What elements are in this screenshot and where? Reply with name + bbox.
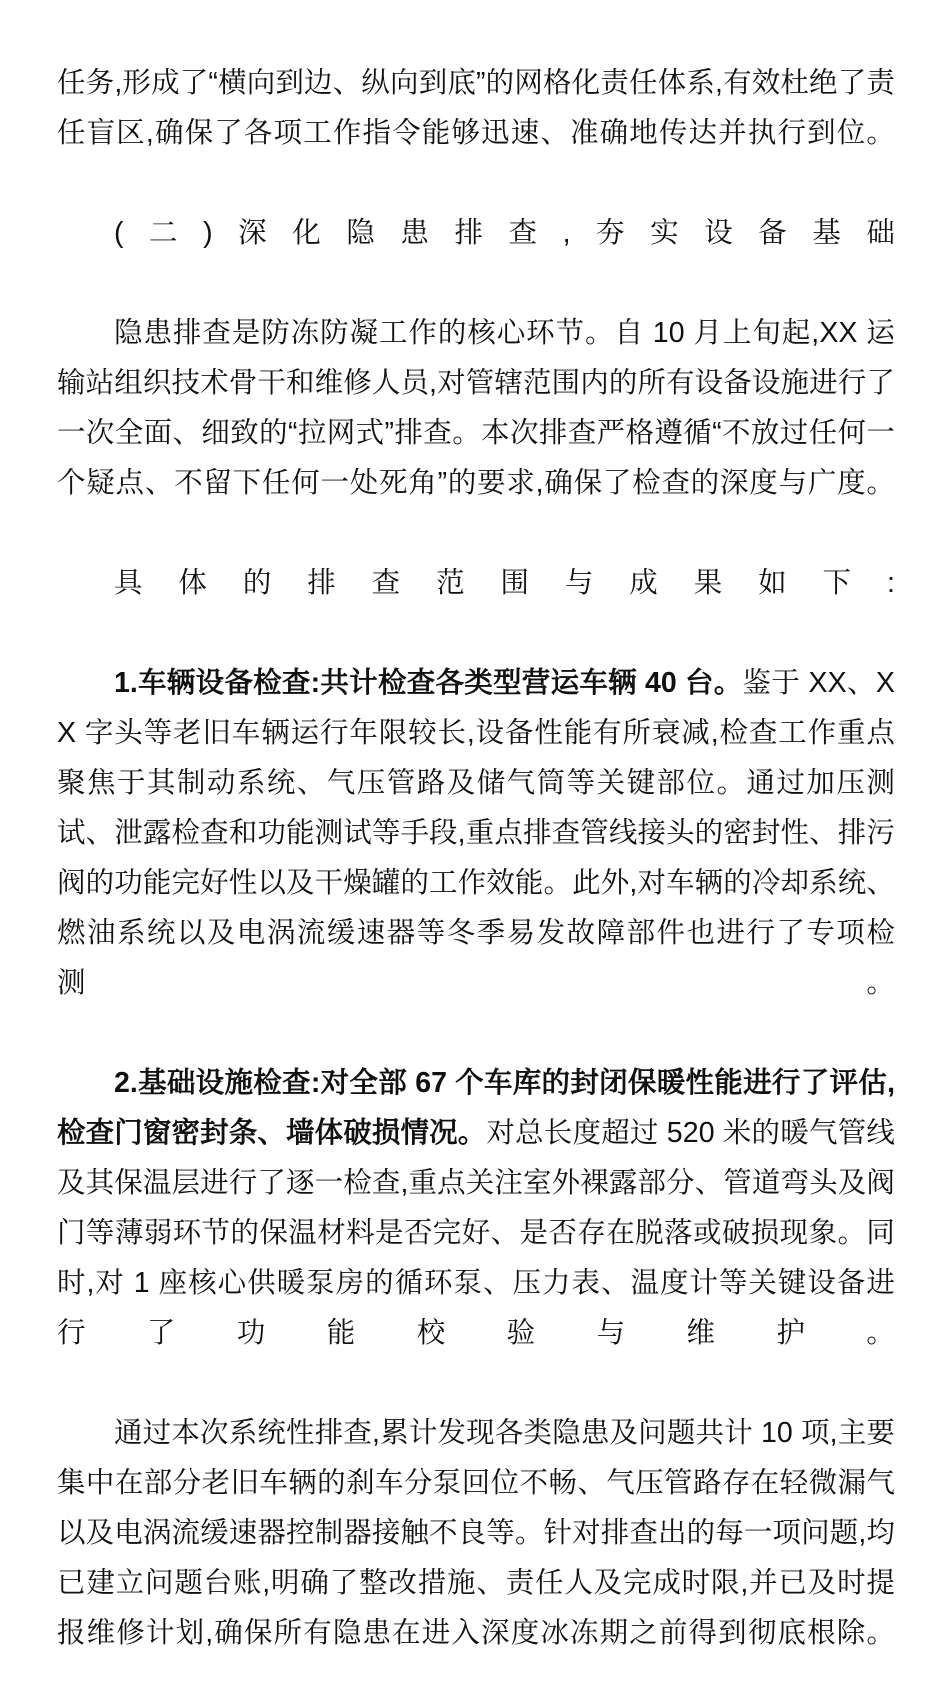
text-run: 通过本次系统性排查,累计发现各类隐患及问题共计 10 项,主要集中在部分老旧车辆的刹车分泵回位不畅、气压管路存在轻微漏气以及电涡流缓速器控制器接触不良等。针对排查出的每一项问题,均已建立问题台账,明确了整改措施、责任人及完成时限,并已及时提报维修计划,确保所有隐患在进入深度冰冻期之前得到彻底根除。: [57, 1417, 895, 1649]
text-run-bold: 2.基础设施检查:对全部 67 个车库的封闭保暖性能进行了评估,检查门窗密封条、墙体破损情况。: [57, 1067, 895, 1149]
paragraph-findings-summary: [57, 1408, 895, 1708]
text-run: 具体的排查范围与成果如下:: [114, 567, 895, 599]
paragraph-continuation-responsibility-system: [57, 58, 895, 208]
text-run: (二)深化隐患排查,夯实设备基础: [114, 217, 895, 249]
text-run-bold: 1.车辆设备检查:共计检查各类型营运车辆 40 台。: [114, 667, 743, 699]
paragraph-item-2-infrastructure-inspection: [57, 1058, 895, 1408]
text-run: 隐患排查是防冻防凝工作的核心环节。自 10 月上旬起,XX 运输站组织技术骨干和维修人员,对管辖范围内的所有设备设施进行了一次全面、细致的“拉网式”排查。本次排查严格遵循“不放过任何一个疑点、不留下任何一处死角”的要求,确保了检查的深度与广度。: [57, 317, 895, 499]
text-run: 对总长度超过 520 米的暖气管线及其保温层进行了逐一检查,重点关注室外裸露部分、管道弯头及阀门等薄弱环节的保温材料是否完好、是否存在脱落或破损现象。同时,对 1 座核心供暖泵房的循环泵、压力表、温度计等关键设备进行了功能校验与维护。: [57, 1117, 895, 1349]
document-body: [57, 58, 895, 1708]
paragraph-item-1-vehicle-equipment-inspection: [57, 658, 895, 1058]
text-run: 鉴于 XX、XX 字头等老旧车辆运行年限较长,设备性能有所衰减,检查工作重点聚焦于其制动系统、气压管路及储气筒等关键部位。通过加压测试、泄露检查和功能测试等手段,重点排查管线接头的密封性、排污阀的功能完好性以及干燥罐的工作效能。此外,对车辆的冷却系统、燃油系统以及电涡流缓速器等冬季易发故障部件也进行了专项检测。: [57, 667, 895, 999]
heading-section-two: [57, 208, 895, 308]
paragraph-inspection-overview: [57, 308, 895, 558]
text-run: 任务,形成了“横向到边、纵向到底”的网格化责任体系,有效杜绝了责任盲区,确保了各项工作指令能够迅速、准确地传达并执行到位。: [57, 67, 895, 149]
paragraph-scope-intro: [57, 558, 895, 658]
